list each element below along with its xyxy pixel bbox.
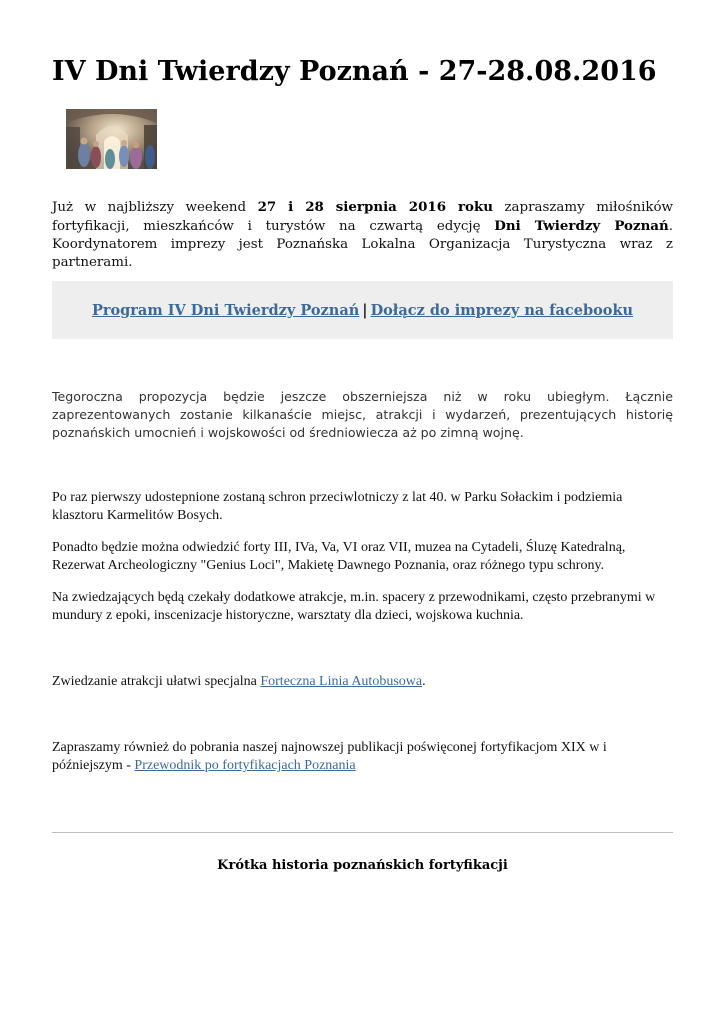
attractions-paragraph: Na zwiedzających będą czekały dodatkowe atrakcje, m.in. spacery z przewodnikami, często przebranymi w mundury z epoki, inscenizacje historyczne, warsztaty dla dzieci, wojskowa kuchnia. xyxy=(52,590,656,623)
page-title: IV Dni Twierdzy Poznań - 27-28.08.2016 xyxy=(52,56,657,87)
links-separator: | xyxy=(362,301,368,319)
program-link[interactable]: Program IV Dni Twierdzy Poznań xyxy=(91,301,360,319)
intro-text-1: Już w najbliższy weekend xyxy=(52,200,258,215)
intro-text-3: . Koordynatorem imprezy jest Poznańska Lokalna Organizacja Turystyczna wraz z partnerami. xyxy=(52,219,673,270)
program-summary-paragraph: Tegoroczna propozycja będzie jeszcze obszerniejsza niż w roku ubiegłym. Łącznie zaprezentowanych zostanie kilkanaście miejsc, atrakcji i wydarzeń, prezentujących historię poznańskich umocnień i wojskowości od średniowiecza aż po zimną wojnę. xyxy=(52,389,673,440)
fortress-bus-line-link[interactable]: Forteczna Linia Autobusowa xyxy=(260,674,423,689)
bus-text-before: Zwiedzanie atrakcji ułatwi specjalna xyxy=(52,674,261,689)
links-band xyxy=(52,281,673,339)
intro-event-name: Dni Twierdzy Poznań xyxy=(494,218,669,234)
first-time-paragraph: Po raz pierwszy udostepnione zostaną schron przeciwlotniczy z lat 40. w Parku Sołackim i podziemia klasztoru Karmelitów Bosych. xyxy=(52,490,623,523)
guide-paragraph xyxy=(52,739,673,775)
bus-line-paragraph xyxy=(52,673,673,691)
guide-text-before: Zapraszamy również do pobrania naszej najnowszej publikacji poświęconej fortyfikacjom XIX w i późniejszym - xyxy=(52,740,607,773)
facebook-event-link[interactable]: Dołącz do imprezy na facebooku xyxy=(370,301,634,319)
fortress-photo-thumbnail[interactable] xyxy=(66,109,157,169)
fortress-interior-photo xyxy=(66,109,157,169)
history-subheading: Krótka historia poznańskich fortyfikacji xyxy=(217,858,508,873)
intro-paragraph xyxy=(52,198,673,272)
bus-text-after: . xyxy=(422,674,426,689)
intro-text-2: zapraszamy miłośników fortyfikacji, mieszkańców i turystów na czwartą edycję xyxy=(52,200,673,234)
intro-date: 27 i 28 sierpnia 2016 roku xyxy=(257,199,493,215)
section-divider xyxy=(52,832,673,833)
fortifications-guide-link[interactable]: Przewodnik po fortyfikacjach Poznania xyxy=(134,758,356,773)
forts-paragraph: Ponadto będzie można odwiedzić forty III, IVa, Va, VI oraz VII, muzea na Cytadeli, Śluzę Katedralną, Rezerwat Archeologiczny "Genius Loci", Makietę Dawnego Poznania, oraz różnego typu schrony. xyxy=(52,540,626,573)
